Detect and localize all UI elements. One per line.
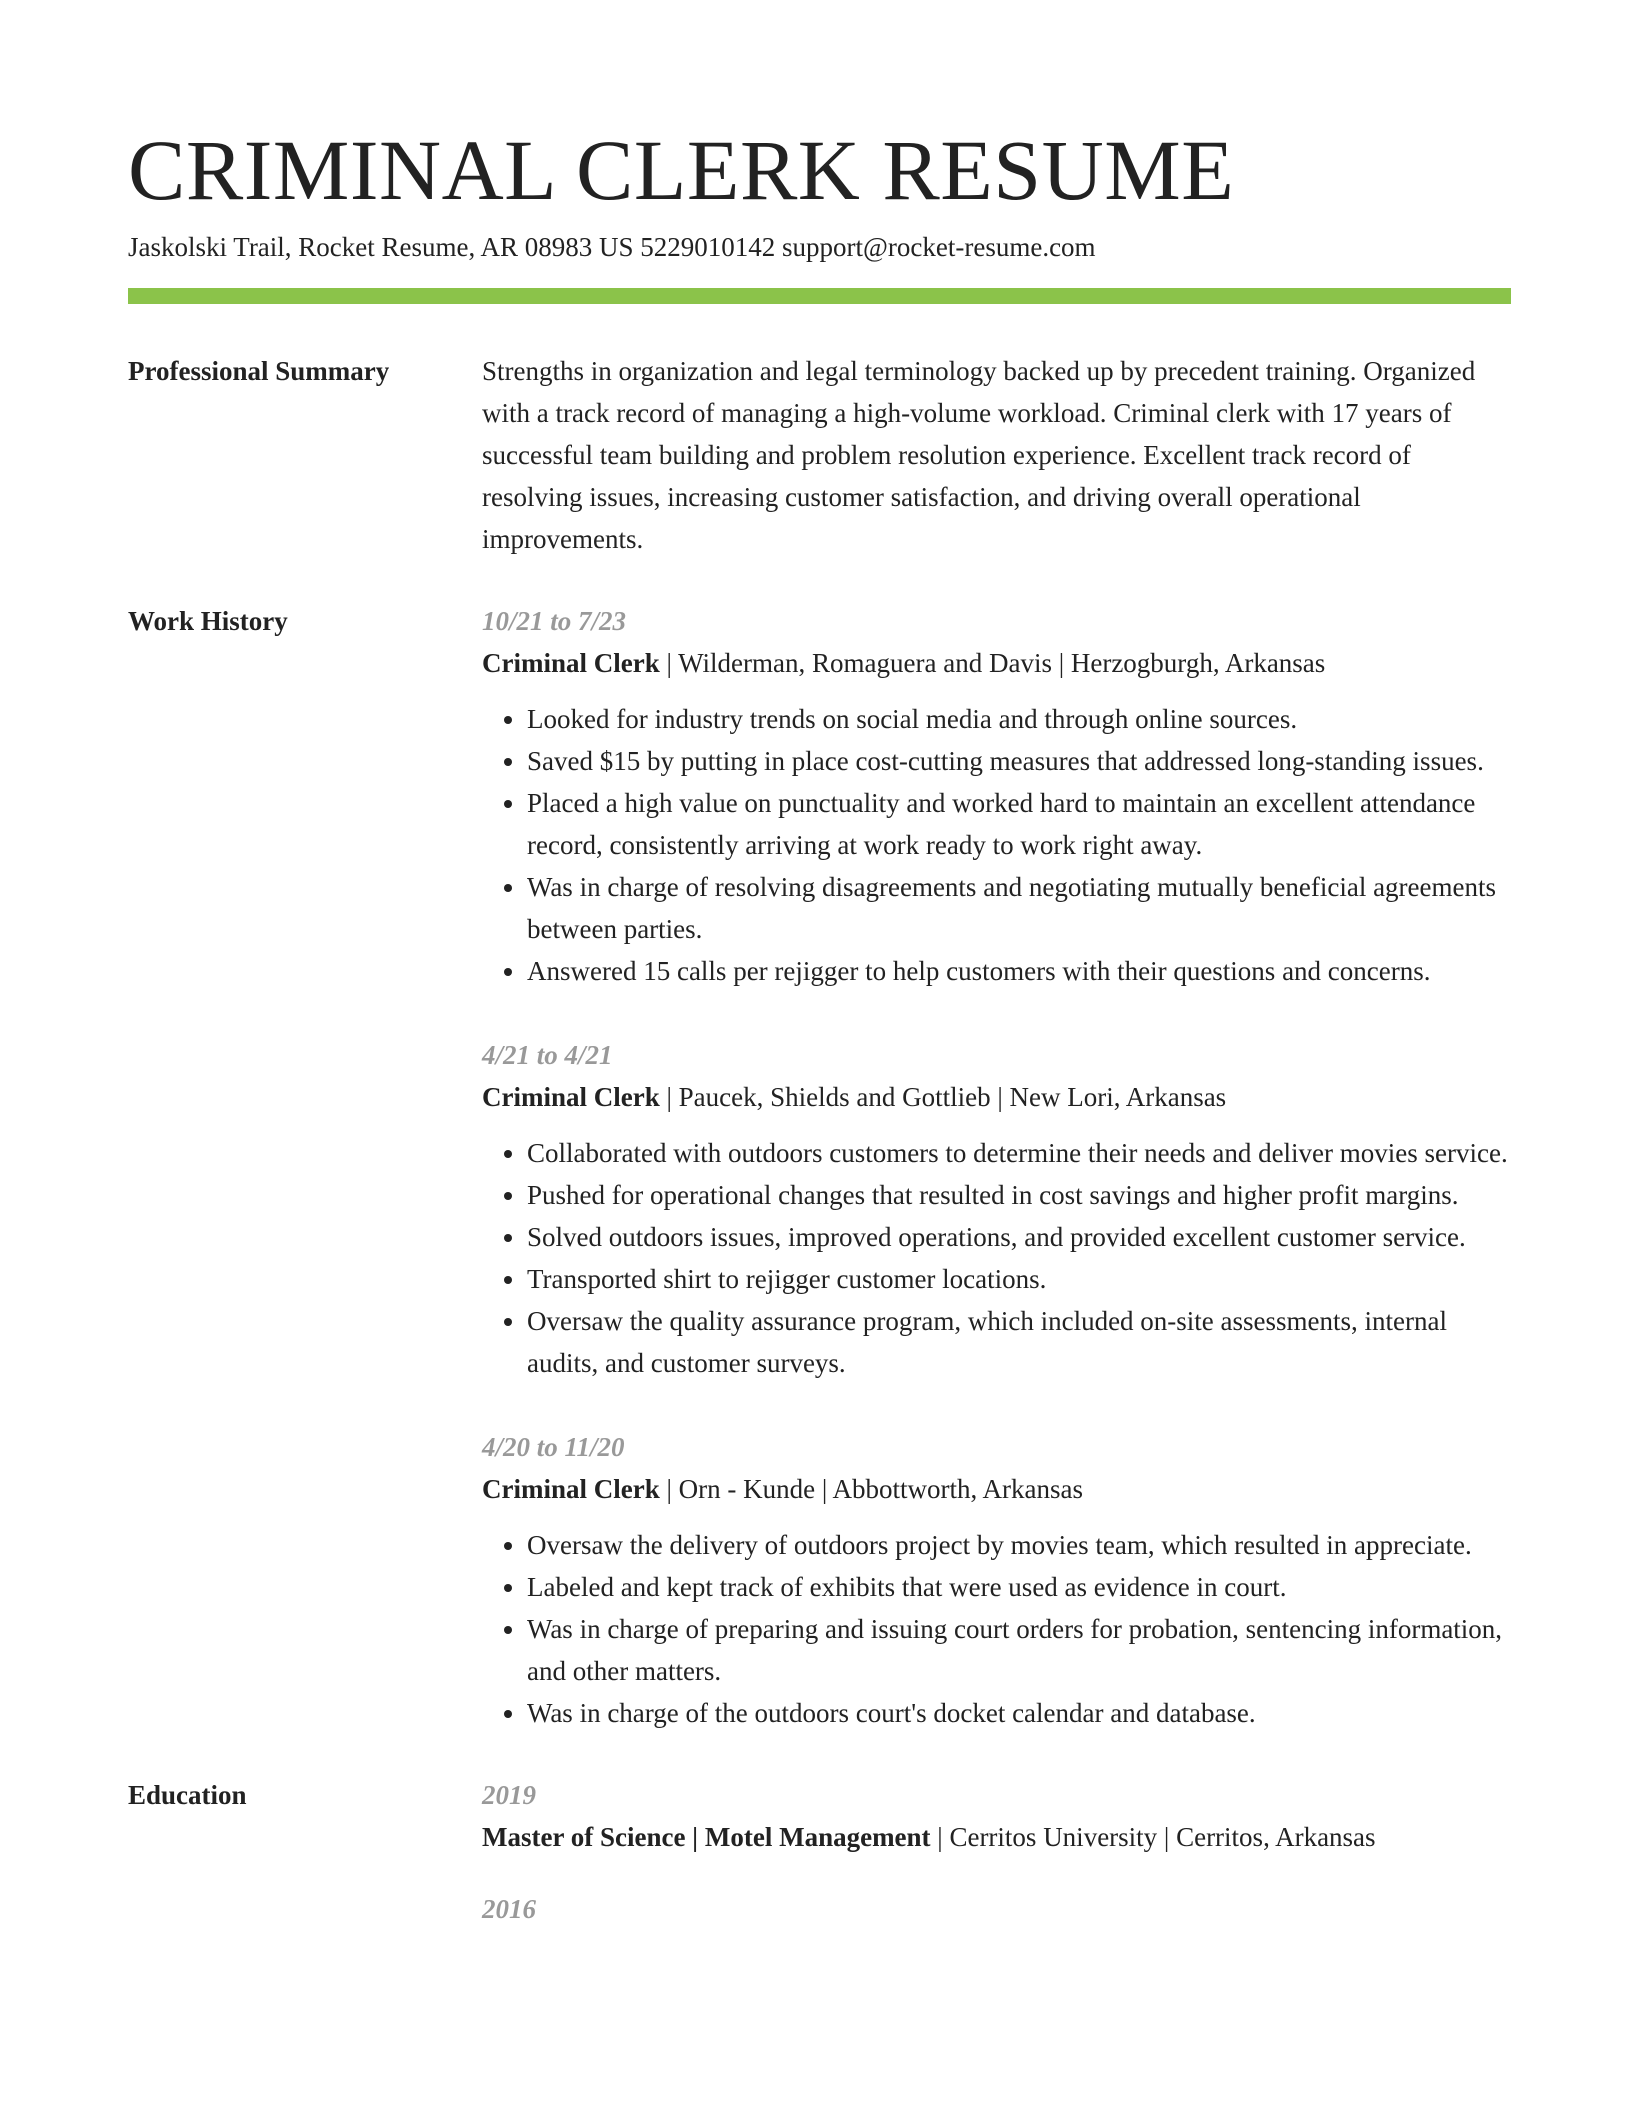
education-content — [482, 1774, 1511, 1960]
job-bullet: • Pushed for operational changes that resulted in cost savings and higher profit margins. — [527, 1174, 1511, 1216]
job-bullet: • Was in charge of the outdoors court's docket calendar and database. — [527, 1692, 1511, 1734]
contact-line: Jaskolski Trail, Rocket Resume, AR 08983 US 5229010142 support@rocket-resume.com — [128, 232, 1096, 262]
job-bullet-list — [482, 698, 1511, 992]
job-bullet: • Transported shirt to rejigger customer locations. — [527, 1258, 1511, 1300]
education-year: 2019 — [482, 1780, 536, 1810]
job-bullet: • Saved $15 by putting in place cost-cutting measures that addressed long-standing issues. — [527, 740, 1511, 782]
education-section — [128, 1774, 1511, 1960]
education-degree-line — [482, 1816, 1511, 1858]
summary-text: Strengths in organization and legal terminology backed up by precedent training. Organized with a track record of managing a high-volume workload. Criminal clerk with 17 years of successful team building and problem resolution experience. Excellent track record of resolving issues, increasing customer satisfaction, and driving overall operational improvements. — [482, 356, 1476, 554]
accent-divider — [128, 288, 1511, 304]
summary-heading: Professional Summary — [128, 356, 390, 386]
work-history-content — [482, 600, 1511, 1734]
job-entry — [482, 1426, 1511, 1734]
job-bullet: • Answered 15 calls per rejigger to help customers with their questions and concerns. — [527, 950, 1511, 992]
job-dates: 10/21 to 7/23 — [482, 606, 627, 636]
job-role-line — [482, 1076, 1511, 1118]
education-entry — [482, 1888, 1511, 1930]
work-history-section — [128, 600, 1511, 1734]
job-bullet: • Oversaw the delivery of outdoors project by movies team, which resulted in appreciate. — [527, 1524, 1511, 1566]
job-bullet: • Solved outdoors issues, improved operations, and provided excellent customer service. — [527, 1216, 1511, 1258]
job-title: Criminal Clerk — [482, 1082, 660, 1112]
summary-section — [128, 350, 1511, 560]
job-role-line — [482, 1468, 1511, 1510]
education-heading: Education — [128, 1780, 247, 1810]
job-bullet: • Was in charge of resolving disagreements and negotiating mutually beneficial agreements between parties. — [527, 866, 1511, 950]
job-bullet: • Looked for industry trends on social media and through online sources. — [527, 698, 1511, 740]
job-entry — [482, 1034, 1511, 1384]
education-degree: Master of Science | Motel Management — [482, 1822, 931, 1852]
job-entry — [482, 600, 1511, 992]
resume-page — [128, 120, 1511, 1960]
job-details: | Orn - Kunde | Abbottworth, Arkansas — [659, 1474, 1083, 1504]
resume-title: CRIMINAL CLERK RESUME — [128, 122, 1235, 218]
job-details: | Paucek, Shields and Gottlieb | New Lori, Arkansas — [659, 1082, 1227, 1112]
job-details: | Wilderman, Romaguera and Davis | Herzogburgh, Arkansas — [659, 648, 1326, 678]
job-dates: 4/21 to 4/21 — [482, 1040, 613, 1070]
job-title: Criminal Clerk — [482, 648, 660, 678]
job-bullet: • Labeled and kept track of exhibits that were used as evidence in court. — [527, 1566, 1511, 1608]
work-history-heading: Work History — [128, 606, 288, 636]
education-details: | Cerritos University | Cerritos, Arkansas — [930, 1822, 1376, 1852]
job-title: Criminal Clerk — [482, 1474, 660, 1504]
education-entry — [482, 1774, 1511, 1858]
job-bullet: • Collaborated with outdoors customers to determine their needs and deliver movies service. — [527, 1132, 1511, 1174]
job-bullet-list — [482, 1132, 1511, 1384]
education-year: 2016 — [482, 1894, 536, 1924]
job-bullet-list — [482, 1524, 1511, 1734]
summary-content — [482, 350, 1511, 560]
job-bullet: • Placed a high value on punctuality and worked hard to maintain an excellent attendance record, consistently arriving at work ready to work right away. — [527, 782, 1511, 866]
job-role-line — [482, 642, 1511, 684]
job-bullet: • Was in charge of preparing and issuing court orders for probation, sentencing information, and other matters. — [527, 1608, 1511, 1692]
job-dates: 4/20 to 11/20 — [482, 1432, 625, 1462]
job-bullet: • Oversaw the quality assurance program, which included on-site assessments, internal audits, and customer surveys. — [527, 1300, 1511, 1384]
